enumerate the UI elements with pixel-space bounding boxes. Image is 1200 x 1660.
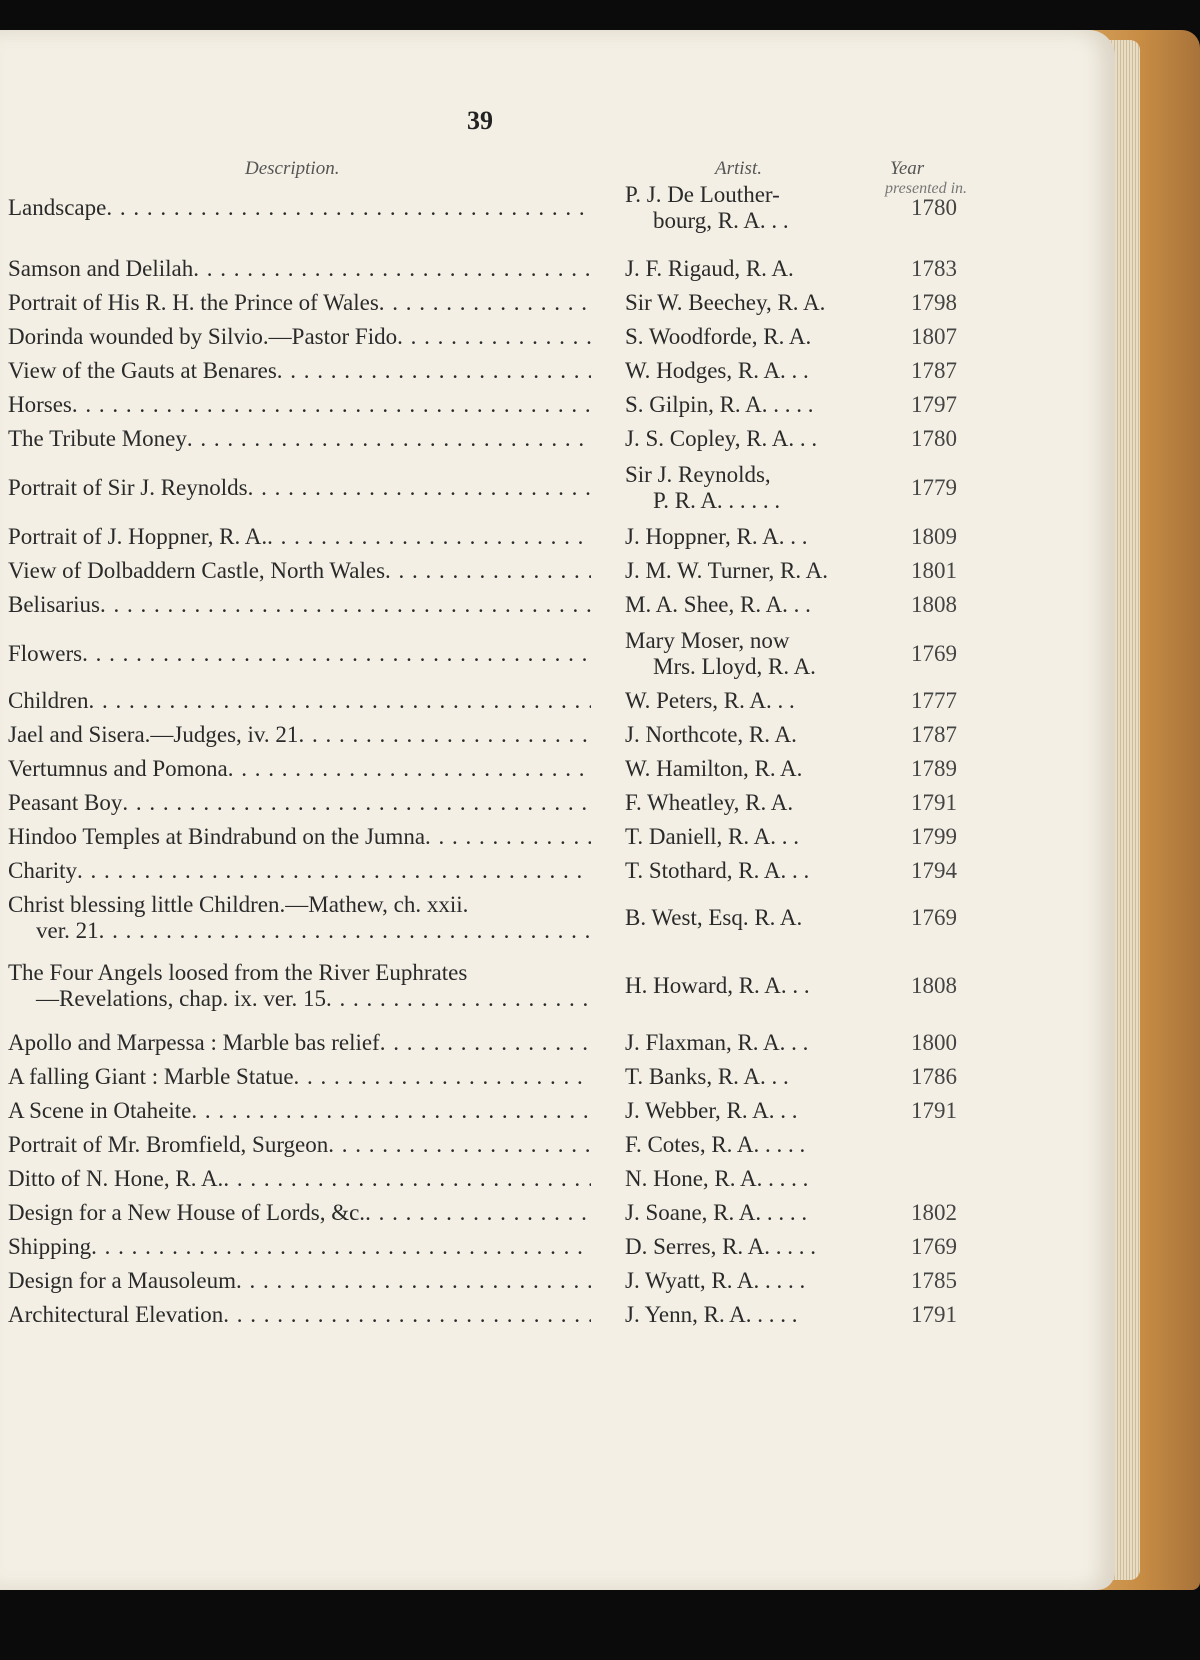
year: 1787 — [911, 722, 957, 747]
year: 1799 — [911, 824, 957, 849]
description: Portrait of His R. H. the Prince of Wales . . . — [8, 290, 591, 316]
artist: W. Hodges, R. A. . . — [625, 358, 809, 383]
description: Flowers . . . — [8, 641, 591, 667]
header-description: Description. — [245, 158, 340, 179]
year: 1807 — [911, 324, 957, 349]
artist: S. Woodforde, R. A. — [625, 324, 812, 349]
artist: J. Soane, R. A. . . . . — [625, 1200, 808, 1225]
year: 1794 — [911, 858, 957, 883]
description: Portrait of Mr. Bromfield, Surgeon . . . — [8, 1132, 591, 1158]
year: 1808 — [911, 973, 957, 998]
year: 1779 — [911, 475, 957, 500]
year: 1798 — [911, 290, 957, 315]
artist: J. Wyatt, R. A. . . . . — [625, 1268, 806, 1293]
year: 1785 — [911, 1268, 957, 1293]
year: 1780 — [911, 426, 957, 451]
year: 1802 — [911, 1200, 957, 1225]
year: 1787 — [911, 358, 957, 383]
description: Design for a New House of Lords, &c. . . . — [8, 1200, 591, 1226]
year: 1777 — [911, 688, 957, 713]
description: View of Dolbaddern Castle, North Wales . . . — [8, 558, 591, 584]
description: Christ blessing little Children.—Mathew, ch. xxii. ver. 21 . . . — [8, 892, 591, 944]
year: 1801 — [911, 558, 957, 583]
description: Charity . . . — [8, 858, 591, 884]
description: Children . . . — [8, 688, 591, 714]
list-item — [8, 462, 1048, 514]
list-item — [8, 182, 1048, 234]
description: Portrait of J. Hoppner, R. A. . . . — [8, 524, 591, 550]
description: Dorinda wounded by Silvio.—Pastor Fido . . . — [8, 324, 591, 350]
artist: Sir W. Beechey, R. A. — [625, 290, 826, 315]
artist: F. Cotes, R. A. . . . . — [625, 1132, 806, 1157]
year: 1791 — [911, 1302, 957, 1327]
description: A Scene in Otaheite . . . — [8, 1098, 591, 1124]
header-year-sub: presented in. — [885, 180, 968, 197]
artist: J. M. W. Turner, R. A. — [625, 558, 828, 583]
artist: B. West, Esq. R. A. — [625, 905, 803, 930]
description: Peasant Boy . . . — [8, 790, 591, 816]
description: Shipping . . . — [8, 1234, 591, 1260]
year: 1783 — [911, 256, 957, 281]
description: Portrait of Sir J. Reynolds . . . — [8, 475, 591, 501]
artist: J. F. Rigaud, R. A. — [625, 256, 794, 281]
year: 1769 — [911, 641, 957, 666]
artist: D. Serres, R. A. . . . . — [625, 1234, 817, 1259]
year: 1789 — [911, 756, 957, 781]
year: 1800 — [911, 1030, 957, 1055]
header-year: Year — [890, 158, 925, 179]
description: Apollo and Marpessa : Marble bas relief . . . — [8, 1030, 591, 1056]
artist: J. Northcote, R. A. — [625, 722, 797, 747]
description: Vertumnus and Pomona . . . — [8, 756, 591, 782]
list-item — [8, 960, 1048, 1012]
description: Landscape . . . — [8, 195, 591, 221]
artist: F. Wheatley, R. A. — [625, 790, 794, 815]
artist: J. Hoppner, R. A. . . — [625, 524, 808, 549]
artist: Mary Moser, now Mrs. Lloyd, R. A. — [625, 628, 816, 679]
artist: H. Howard, R. A. . . — [625, 973, 810, 998]
artist: W. Hamilton, R. A. — [625, 756, 803, 781]
artist: Sir J. Reynolds, P. R. A. . . . . . — [625, 462, 781, 513]
artist: M. A. Shee, R. A. . . — [625, 592, 811, 617]
description: Jael and Sisera.—Judges, iv. 21 . . . — [8, 722, 591, 748]
description: View of the Gauts at Benares . . . — [8, 358, 591, 384]
year: 1808 — [911, 592, 957, 617]
description: The Four Angels loosed from the River Euphrates —Revelations, chap. ix. ver. 15 . . . — [8, 960, 591, 1012]
year: 1786 — [911, 1064, 957, 1089]
description: Horses . . . — [8, 392, 591, 418]
artist: N. Hone, R. A. . . . . — [625, 1166, 809, 1191]
artist: T. Banks, R. A. . . — [625, 1064, 789, 1089]
header-artist: Artist. — [715, 158, 762, 179]
year: 1780 — [911, 195, 957, 220]
artist: J. S. Copley, R. A. . . — [625, 426, 818, 451]
year: 1791 — [911, 1098, 957, 1123]
artist: T. Daniell, R. A. . . — [625, 824, 799, 849]
description: Belisarius . . . — [8, 592, 591, 618]
page-number: 39 — [467, 106, 493, 135]
artist: J. Yenn, R. A. . . . . — [625, 1302, 798, 1327]
artist: S. Gilpin, R. A. . . . . — [625, 392, 814, 417]
artist: J. Flaxman, R. A. . . — [625, 1030, 809, 1055]
description: The Tribute Money . . . — [8, 426, 591, 452]
description: Architectural Elevation . . . — [8, 1302, 591, 1328]
description: Samson and Delilah . . . — [8, 256, 591, 282]
year: 1791 — [911, 790, 957, 815]
description: A falling Giant : Marble Statue . . . — [8, 1064, 591, 1090]
list-item — [8, 628, 1048, 680]
artist: P. J. De Louther- bourg, R. A. . . — [625, 182, 789, 233]
list-item — [8, 892, 1048, 944]
artist: J. Webber, R. A. . . — [625, 1098, 798, 1123]
description: Design for a Mausoleum . . . — [8, 1268, 591, 1294]
year: 1797 — [911, 392, 957, 417]
year: 1769 — [911, 1234, 957, 1259]
artist: T. Stothard, R. A. . . — [625, 858, 810, 883]
year: 1769 — [911, 905, 957, 930]
artist: W. Peters, R. A. . . — [625, 688, 795, 713]
year: 1809 — [911, 524, 957, 549]
description: Ditto of N. Hone, R. A. . . . — [8, 1166, 591, 1192]
book-page — [0, 30, 1115, 1590]
description: Hindoo Temples at Bindrabund on the Jumna . . . — [8, 824, 591, 850]
